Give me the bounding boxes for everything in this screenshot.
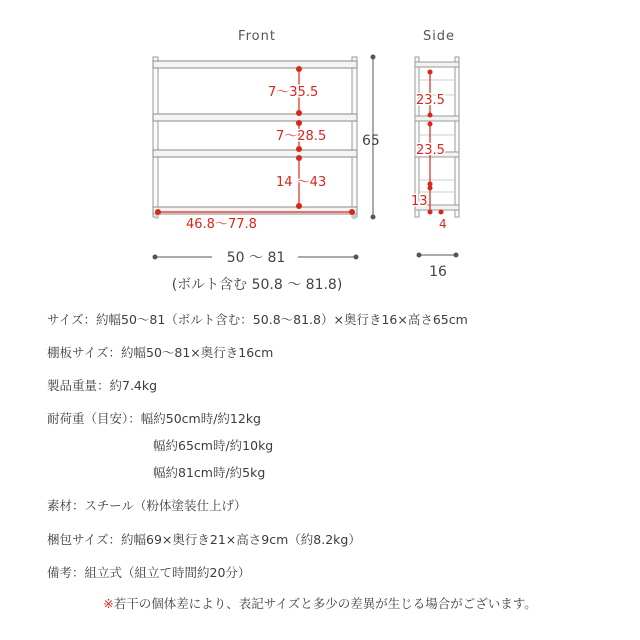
front-width-bolt-label: (ボルト含む 50.8 ～ 81.8) xyxy=(171,277,343,293)
spec-weight: 製品重量：約7.4kg xyxy=(47,378,158,393)
front-gap-label-3: 14 ～43 xyxy=(276,175,327,190)
spec-material: 素材：スチール（粉体塗装仕上げ） xyxy=(47,498,247,513)
front-height-label: 65 xyxy=(362,133,380,149)
side-view-title: Side xyxy=(422,29,456,44)
side-foot-label: 4 xyxy=(439,217,447,231)
spec-load-50: 耐荷重（目安）：幅約50cm時/約12kg xyxy=(47,411,261,426)
front-gap-label-2: 7～28.5 xyxy=(276,129,327,144)
disclaimer-note xyxy=(0,594,640,612)
spec-package: 梱包サイズ：約幅69×奥行き21×高さ9cm（約8.2kg） xyxy=(47,532,361,547)
note-mark: ※ xyxy=(103,596,114,611)
side-depth-label: 16 xyxy=(429,264,447,280)
spec-load-65: 幅約65cm時/約10kg xyxy=(153,438,274,453)
spec-remarks: 備考：組立式（組立て時間約20分） xyxy=(47,565,251,580)
side-gap-dimensions xyxy=(428,70,444,215)
side-shelf-frame xyxy=(415,57,459,217)
spec-shelf-size: 棚板サイズ：約幅50～81×奥行き16cm xyxy=(47,345,274,360)
side-depth-dimension xyxy=(417,253,459,258)
front-gap-label-1: 7～35.5 xyxy=(268,85,319,100)
side-gap-label-3: 13 xyxy=(411,194,428,209)
spec-size: サイズ：約幅50～81（ボルト含む：50.8～81.8）×奥行き16×高さ65cm xyxy=(47,312,468,327)
side-gap-label-2: 23.5 xyxy=(416,143,445,158)
front-shelf-frame xyxy=(153,57,357,219)
front-width-label: 50 ～ 81 xyxy=(226,250,286,266)
shelf-dimension-diagram xyxy=(0,0,640,300)
front-inner-width-label: 46.8～77.8 xyxy=(186,217,257,232)
spec-load-81: 幅約81cm時/約5kg xyxy=(153,465,266,480)
side-gap-label-1: 23.5 xyxy=(416,93,445,108)
front-view-title: Front xyxy=(238,29,276,44)
note-text: 若干の個体差により、表記サイズと多少の差異が生じる場合がございます。 xyxy=(113,596,537,611)
